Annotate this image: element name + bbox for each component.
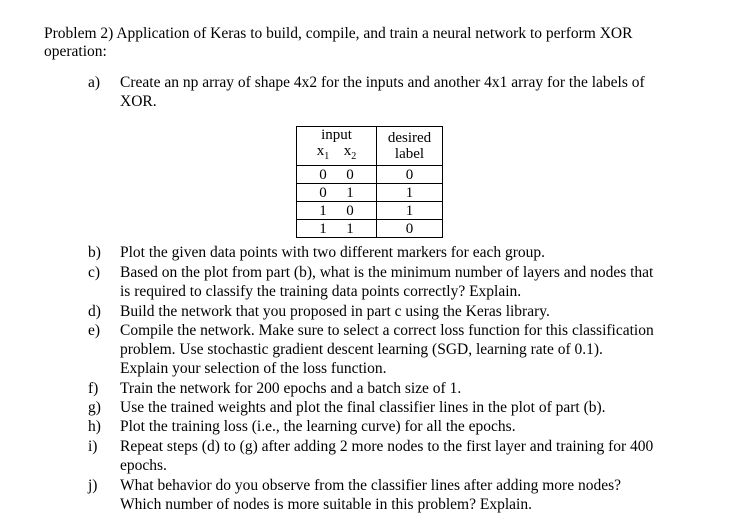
item-j-text: What behavior do you observe from the classifier lines after adding more nodes?	[120, 477, 621, 494]
problem-title-continued: operation:	[44, 43, 107, 60]
table-cell: 1	[346, 184, 354, 201]
item-j-text-continued: Which number of nodes is more suitable in this problem? Explain.	[120, 496, 532, 513]
item-i-text-continued: epochs.	[120, 457, 167, 474]
part-a-label: a)	[88, 74, 101, 91]
item-c-text: Based on the plot from part (b), what is the minimum number of layers and nodes that	[120, 264, 654, 281]
item-b-text: Plot the given data points with two different markers for each group.	[120, 244, 545, 261]
item-g-text: Use the trained weights and plot the final classifier lines in the plot of part (b).	[120, 399, 606, 416]
table-row	[297, 184, 443, 202]
table-row	[297, 220, 443, 238]
table-cell: 1	[377, 184, 443, 202]
item-label-h: h)	[88, 418, 101, 435]
item-f-text: Train the network for 200 epochs and a batch size of 1.	[120, 380, 462, 397]
item-h-text: Plot the training loss (i.e., the learning curve) for all the epochs.	[120, 418, 516, 435]
table-header-input: input $x_1$ $x_2$	[297, 127, 377, 166]
table-cell: 1	[319, 220, 327, 237]
item-label-g: g)	[88, 399, 101, 416]
problem-title: Problem 2) Application of Keras to build, compile, and train a neural network to perform XOR	[44, 25, 633, 42]
table-header-desired-label: desired label	[377, 127, 443, 166]
table-cell: 0	[319, 184, 327, 201]
table-cell: 0	[377, 166, 443, 184]
part-a-text-continued: XOR.	[120, 93, 157, 110]
table-cell: 1	[319, 202, 327, 219]
table-cell: 1	[377, 202, 443, 220]
item-e-text-continued: problem. Use stochastic gradient descent learning (SGD, learning rate of 0.1).	[120, 341, 603, 358]
part-a-text: Create an np array of shape 4x2 for the inputs and another 4x1 array for the labels of	[120, 74, 645, 91]
table-cell: 0	[377, 220, 443, 238]
header-x2: $x_2$	[343, 143, 357, 162]
item-label-c: c)	[88, 264, 101, 281]
item-e-text-continued-2: Explain your selection of the loss function.	[120, 360, 387, 377]
table-cell: 0	[319, 166, 327, 183]
item-label-d: d)	[88, 303, 101, 320]
item-d-text: Build the network that you proposed in part c using the Keras library.	[120, 303, 550, 320]
item-label-j: j)	[88, 477, 98, 494]
item-label-i: i)	[88, 438, 98, 455]
table-row	[297, 166, 443, 184]
item-c-text-continued: is required to classify the training data points correctly? Explain.	[120, 283, 522, 300]
table-cell: 0	[346, 202, 354, 219]
xor-truth-table	[296, 126, 443, 238]
table-row	[297, 202, 443, 220]
item-label-b: b)	[88, 244, 101, 261]
item-i-text: Repeat steps (d) to (g) after adding 2 more nodes to the first layer and training for 400	[120, 438, 654, 455]
item-e-text: Compile the network. Make sure to select a correct loss function for this classification	[120, 322, 654, 339]
table-cell: 1	[346, 220, 354, 237]
header-x1: $x_1$	[316, 143, 330, 162]
item-label-e: e)	[88, 322, 101, 339]
item-label-f: f)	[88, 380, 99, 397]
table-cell: 0	[346, 166, 354, 183]
